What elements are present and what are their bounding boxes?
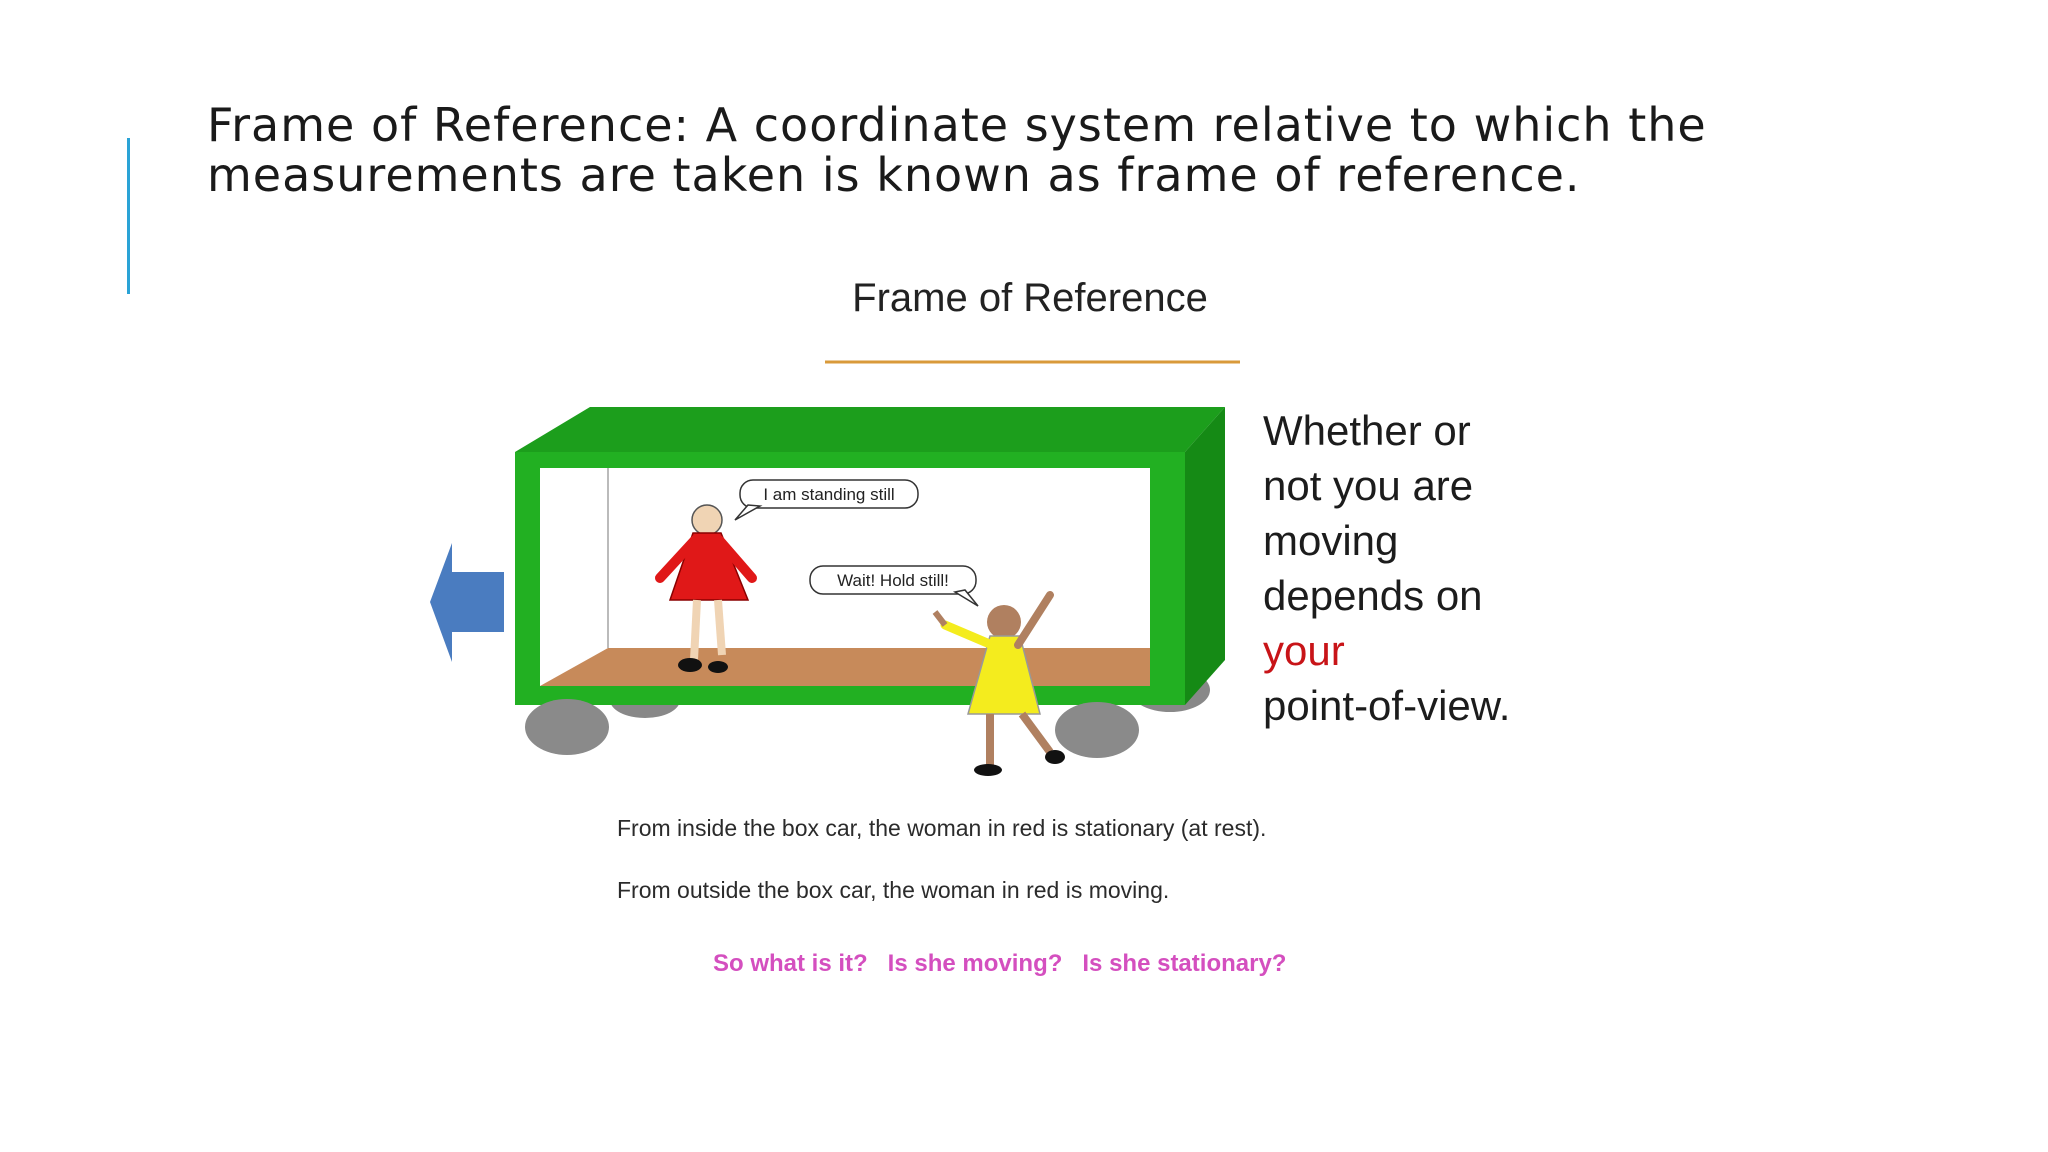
- bubble-text-child: Wait! Hold still!: [837, 571, 949, 590]
- boxcar-side-right: [1185, 407, 1225, 705]
- boxcar-floor: [540, 648, 1150, 686]
- side-text-line: not you are: [1263, 462, 1474, 509]
- bubble-text-woman: I am standing still: [763, 485, 895, 504]
- question-text: So what is it? Is she moving? Is she stationary?: [713, 950, 1287, 977]
- caption-inside: From inside the box car, the woman in red is stationary (at rest).: [617, 815, 1267, 841]
- figure-side-text: [1263, 403, 1683, 733]
- side-text-line: point-of-view.: [1263, 682, 1511, 729]
- side-text-line: moving: [1263, 517, 1399, 564]
- slide-title: Frame of Reference: A coordinate system relative to which the measurements are taken is known as frame of reference.: [207, 98, 1707, 202]
- wheel: [525, 699, 609, 755]
- wheel: [1055, 702, 1139, 758]
- side-text-line: depends on: [1263, 572, 1483, 619]
- caption-outside: From outside the box car, the woman in red is moving.: [617, 877, 1170, 903]
- side-text-line: Whether or: [1263, 407, 1471, 454]
- side-text-highlight: your: [1263, 627, 1345, 674]
- boxcar-roof: [515, 407, 1225, 452]
- left-arrow-icon: [430, 543, 504, 662]
- figure-title: Frame of Reference: [852, 276, 1208, 320]
